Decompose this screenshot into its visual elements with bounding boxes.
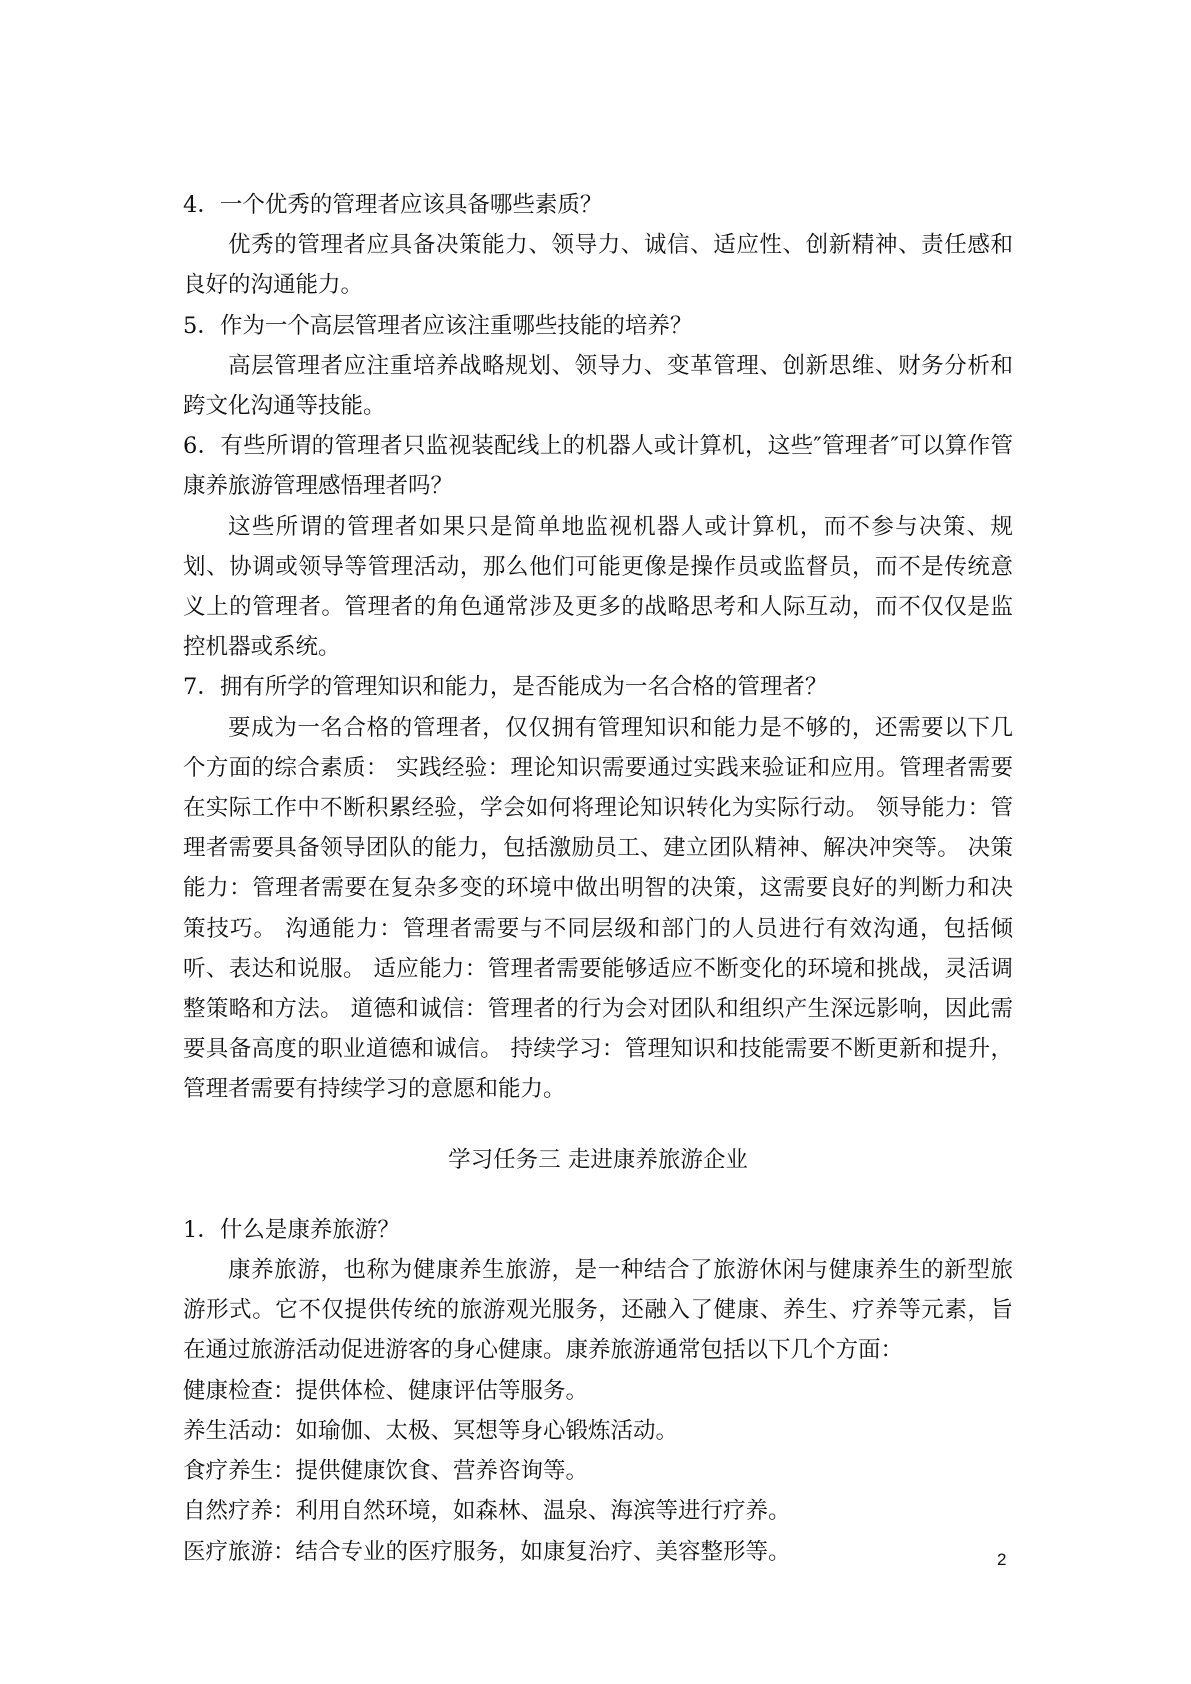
list-item-health-check: 健康检查：提供体检、健康评估等服务。 [183, 1377, 589, 1404]
list-item-medical-tourism: 医疗旅游：结合专业的医疗服务，如康复治疗、美容整形等。 [183, 1538, 791, 1565]
question-4: 4．一个优秀的管理者应该具备哪些素质？ [183, 192, 603, 218]
answer-5: 高层管理者应注重培养战略规划、领导力、变革管理、创新思维、财务分析和跨文化沟通等技能。 [183, 352, 1013, 420]
question-6: 6．有些所谓的管理者只监视装配线上的机器人或计算机，这些″管理者″可以算作管康养旅游管理感悟理者吗？ [183, 433, 1013, 500]
list-item-diet-therapy: 食疗养生：提供健康饮食、营养咨询等。 [183, 1458, 589, 1485]
page-number: 2 [997, 1550, 1007, 1569]
list-item-wellness-activity: 养生活动：如瑜伽、太极、冥想等身心锻炼活动。 [183, 1417, 679, 1444]
answer-6: 这些所谓的管理者如果只是简单地监视机器人或计算机，而不参与决策、规划、协调或领导等管理活动，那么他们可能更像是操作员或监督员，而不是传统意义上的管理者。管理者的角色通常涉及更多的战略思考和人际互动，而不仅仅是监控机器或系统。 [183, 513, 1013, 661]
question-5: 5．作为一个高层管理者应该注重哪些技能的培养？ [183, 312, 693, 339]
section-title: 学习任务三 走进康养旅游企业 [448, 1146, 748, 1173]
answer-4: 优秀的管理者应具备决策能力、领导力、诚信、适应性、创新精神、责任感和良好的沟通能力。 [183, 232, 1013, 299]
section-question-1: 1．什么是康养旅游？ [183, 1216, 400, 1243]
answer-7: 要成为一名合格的管理者，仅仅拥有管理知识和能力是不够的，还需要以下几个方面的综合素质： 实践经验：理论知识需要通过实践来验证和应用。管理者需要在实际工作中不断积累经验，学会如何将理论知识转化为实际行动。 领导能力：管理者需要具备领导团队的能力，包括激励员工、建立团队精神、解决冲突等。 决策能力：管理者需要在复杂多变的环境中做出明智的决策，这需要良好的判断力和决策技巧。 沟通能力：管理者需要与不同层级和部门的人员进行有效沟通，包括倾听、表达和说服。 适应能力：管理者需要能够适应不断变化的环境和挑战，灵活调整策略和方法。 道德和诚信：管理者的行为会对团队和组织产生深远影响，因此需要具备高度的职业道德和诚信。 持续学习：管理知识和技能需要不断更新和提升，管理者需要有持续学习的意愿和能力。 [183, 714, 1013, 1103]
page-body [183, 185, 1013, 1572]
section-answer-1: 康养旅游，也称为健康养生旅游，是一种结合了旅游休闲与健康养生的新型旅游形式。它不仅提供传统的旅游观光服务，还融入了健康、养生、疗养等元素，旨在通过旅游活动促进游客的身心健康。康养旅游通常包括以下几个方面： [183, 1257, 1013, 1364]
list-item-nature-therapy: 自然疗养：利用自然环境，如森林、温泉、海滨等进行疗养。 [183, 1498, 791, 1525]
question-7: 7．拥有所学的管理知识和能力，是否能成为一名合格的管理者？ [183, 674, 828, 701]
